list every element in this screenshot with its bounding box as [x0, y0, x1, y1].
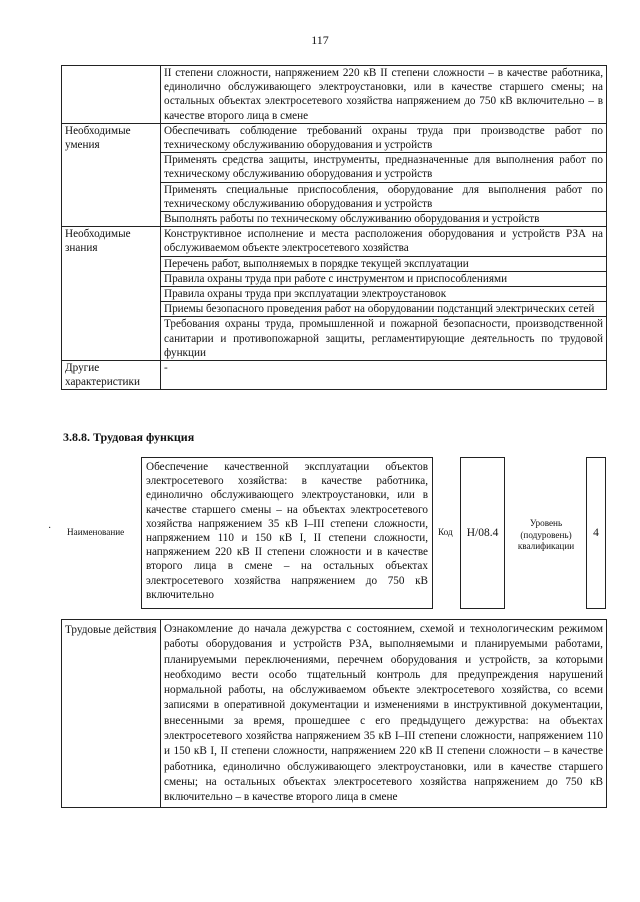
table-row [62, 66, 607, 124]
knowledge-item: Конструктивное исполнение и места расположения оборудования и устройств РЗА на обслуживаемом объекте электросетевого хозяйства [161, 227, 607, 256]
skill-item: Применять специальные приспособления, оборудование для выполнения работ по техническому обслуживанию оборудования и устройств [161, 182, 607, 211]
page-number: 117 [311, 33, 329, 47]
section-title: 3.8.8. Трудовая функция [63, 430, 195, 444]
other-label: Другие характеристики [62, 361, 161, 390]
name-label: Наименование [67, 527, 125, 537]
knowledge-item: Приемы безопасного проведения работ на оборудовании подстанций электрических сетей [161, 302, 607, 317]
empty-label-cell [62, 66, 161, 124]
table-row [62, 227, 607, 256]
knowledge-item: Перечень работ, выполняемых в порядке текущей эксплуатации [161, 256, 607, 271]
skill-item: Выполнять работы по техническому обслуживанию оборудования и устройств [161, 212, 607, 227]
table-row [62, 620, 607, 808]
table-row [62, 123, 607, 152]
actions-text: Ознакомление до начала дежурства с состоянием, схемой и технологическим режимом работы оборудования и устройств РЗА, выполняемыми и планируемыми работами, планируемыми переключениями, перечнем оборудования и устройств, за которыми необходимо вести особо тщательный контроль для предупреждения нарушений нормальной работы, на обслуживаемом объекте электросетевого хозяйства, со всеми записями в оперативной документации и изменениями в инструктивной документации, внесенными за время, прошедшее с его предыдущего дежурства: на объектах электросетевого хозяйства напряжением 35 кВ I–III степени сложности, напряжением 110 и 150 кВ I, II степени сложности, напряжением 220 кВ II степени сложности – в качестве работника, единолично обслуживающего электроустановки, или в качестве старшего смены; на остальных объектах электросетевого хозяйства напряжением до 750 кВ включительно – в качестве второго лица в смене [161, 620, 607, 808]
margin-mark: · [48, 523, 52, 534]
other-value: - [161, 361, 607, 390]
continuation-cell: II степени сложности, напряжением 220 кВ II степени сложности – в качестве работника, единолично обслуживающего электроустановки, или в качестве старшего смены; на остальных объектах электросетевого хозяйства напряжением до 750 кВ включительно – в качестве второго лица в смене [161, 66, 607, 124]
actions-label: Трудовые действия [62, 620, 161, 808]
skills-knowledge-table [61, 65, 607, 390]
skills-label: Необходимые умения [62, 123, 161, 226]
qualification-level: 4 [586, 457, 606, 609]
table-row [62, 361, 607, 390]
skill-item: Применять средства защиты, инструменты, предназначенные для выполнения работ по техническому обслуживанию оборудования и устройств [161, 153, 607, 182]
knowledge-label: Необходимые знания [62, 227, 161, 361]
knowledge-item: Правила охраны труда при эксплуатации электроустановок [161, 287, 607, 302]
level-label: Уровень (подуровень) квалификации [517, 518, 575, 551]
function-code: Н/08.4 [460, 457, 505, 609]
code-label: Код [438, 527, 453, 537]
actions-table [61, 619, 607, 808]
function-name: Обеспечение качественной эксплуатации объектов электросетевого хозяйства: в качестве работника, единолично обслуживающего электроустановки, или в качестве старшего смены – на объектах электросетевого хозяйства напряжением 35 кВ I–III степени сложности, напряжением 110 и 150 кВ I, II степени сложности, напряжением 220 кВ II степени сложности и в качестве второго лица в смене – на остальных объектах электросетевого хозяйства напряжением до 750 кВ включительно [141, 457, 433, 609]
knowledge-item: Требования охраны труда, промышленной и пожарной безопасности, производственной санитарии и противопожарной защиты, регламентирующие деятельность по трудовой функции [161, 317, 607, 361]
skill-item: Обеспечивать соблюдение требований охраны труда при производстве работ по техническому обслуживанию оборудования и устройств [161, 123, 607, 152]
knowledge-item: Правила охраны труда при работе с инструментом и приспособлениями [161, 271, 607, 286]
